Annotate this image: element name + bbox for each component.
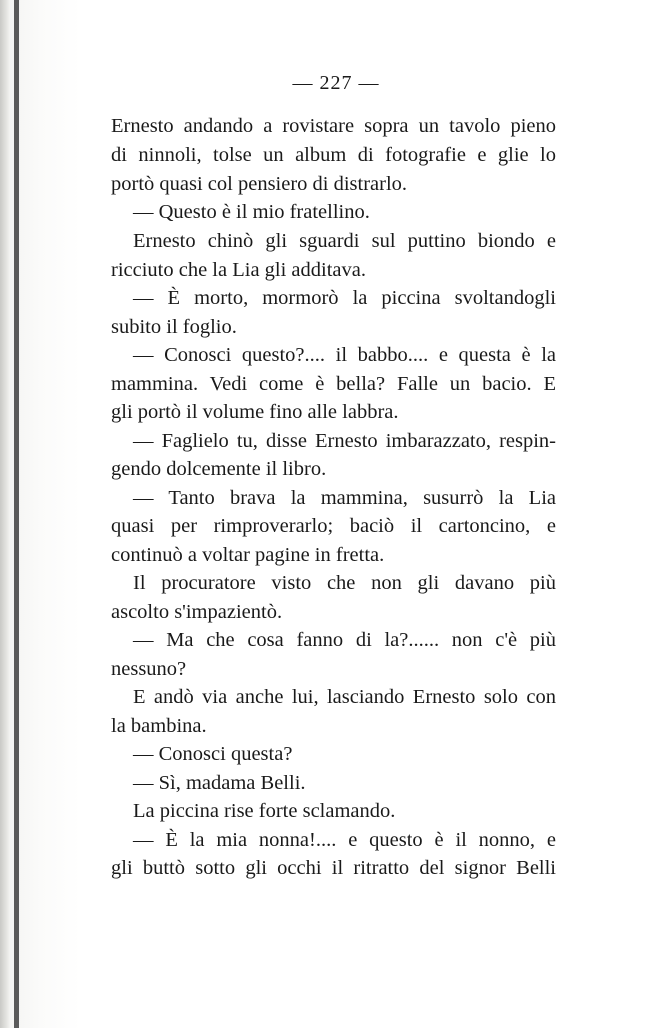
text-line: gendo dolcemente il libro. (111, 458, 327, 480)
text-line: di ninnoli, tolse un album di fotografie e glie lo (111, 144, 556, 166)
text-line: — È la mia nonna!.... e questo è il nonno, e (133, 829, 556, 851)
text-line: E andò via anche lui, lasciando Ernesto solo con (133, 686, 556, 708)
text-line: — Questo è il mio fratellino. (133, 201, 370, 223)
text-line: subito il foglio. (111, 316, 237, 338)
text-line: — Sì, madama Belli. (133, 772, 306, 794)
text-line: — È morto, mormorò la piccina svoltandogli (133, 287, 556, 309)
page-binding-shadow (0, 0, 10, 1028)
text-line: quasi per rimproverarlo; baciò il cartoncino, e (111, 515, 556, 537)
text-line: Ernesto chinò gli sguardi sul puttino biondo e (133, 230, 556, 252)
text-line: la bambina. (111, 715, 207, 737)
text-line: gli buttò sotto gli occhi il ritratto del signor Belli (111, 857, 556, 879)
text-line: Ernesto andando a rovistare sopra un tavolo pieno (111, 115, 556, 137)
text-line: — Faglielo tu, disse Ernesto imbarazzato, respin- (133, 430, 556, 452)
text-line: continuò a voltar pagine in fretta. (111, 544, 385, 566)
text-line: Il procuratore visto che non gli davano più (133, 572, 556, 594)
text-line: — Conosci questa? (133, 743, 293, 765)
text-line: ascolto s'impazientò. (111, 601, 283, 623)
text-line: gli portò il volume fino alle labbra. (111, 401, 399, 423)
text-line: — Tanto brava la mammina, susurrò la Lia (133, 487, 556, 509)
text-line: — Ma che cosa fanno di la?...... non c'è più (133, 629, 556, 651)
text-line: mammina. Vedi come è bella? Falle un bacio. E (111, 373, 556, 395)
page-binding-edge (14, 0, 19, 1028)
page-number: — 227 — (292, 72, 380, 94)
text-line: ricciuto che la Lia gli additava. (111, 259, 366, 281)
text-line: — Conosci questo?.... il babbo.... e questa è la (133, 344, 556, 366)
text-line: nessuno? (111, 658, 187, 680)
text-line: La piccina rise forte sclamando. (133, 800, 396, 822)
text-line: portò quasi col pensiero di distrarlo. (111, 173, 408, 195)
